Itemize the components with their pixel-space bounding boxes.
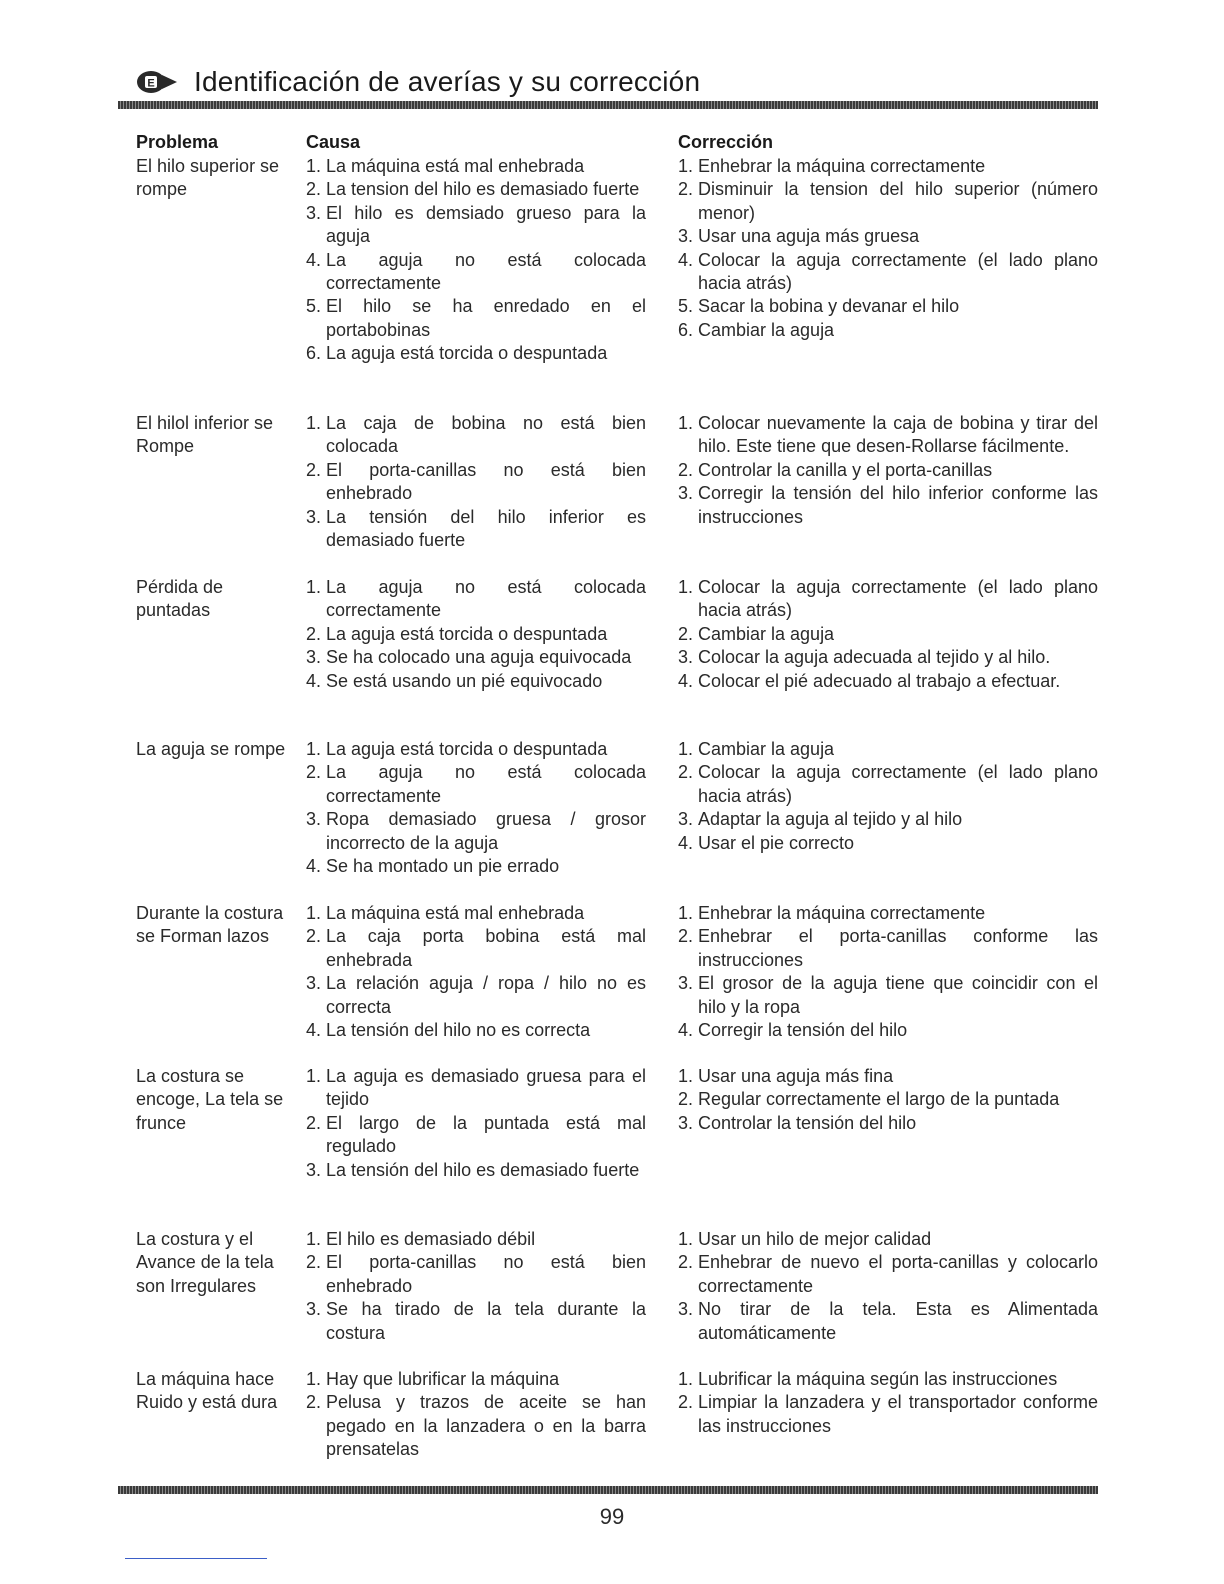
correction-list xyxy=(678,412,1098,529)
cause-item: 1. La aguja es demasiado gruesa para el tejido xyxy=(306,1066,646,1110)
correction-list xyxy=(678,1228,1098,1345)
cause-item: 2. Pelusa y trazos de aceite se han pegado en la lanzadera o en la barra prensatelas xyxy=(306,1392,646,1460)
correction-list xyxy=(678,1065,1098,1135)
cause-item: 2. La aguja está torcida o despuntada xyxy=(306,623,608,644)
cause-item: 3. La tensión del hilo inferior es demasiado fuerte xyxy=(306,506,646,551)
cause-item: 4. La aguja no está colocada correctamente xyxy=(306,249,646,294)
cause-item: 4. Se ha montado un pie errado xyxy=(306,856,560,877)
correction-item: 2. Regular correctamente el largo de la puntada xyxy=(678,1089,1060,1110)
cause-item: 1. La máquina está mal enhebrada xyxy=(306,156,585,176)
correction-item: 4. Colocar la aguja correctamente (el lado plano hacia atrás) xyxy=(678,249,1098,294)
problem-text: Pérdida de puntadas xyxy=(136,577,224,621)
correction-item: 4. Corregir la tensión del hilo xyxy=(678,1020,908,1041)
problem-text: La costura se encoge, La tela se frunce xyxy=(136,1066,284,1133)
header-divider xyxy=(118,101,1098,109)
correction-item: 3. Adaptar la aguja al tejido y al hilo xyxy=(678,809,963,830)
cause-item: 3. Se ha tirado de la tela durante la costura xyxy=(306,1299,646,1343)
correction-item: 2. Controlar la canilla y el porta-canillas xyxy=(678,459,993,480)
cause-list xyxy=(306,1228,646,1345)
cause-item: 2. La aguja no está colocada correctamente xyxy=(306,762,646,806)
correction-item: 1. Usar un hilo de mejor calidad xyxy=(678,1229,932,1249)
section-e-icon xyxy=(136,69,178,95)
cause-item: 3. La tensión del hilo es demasiado fuerte xyxy=(306,1159,640,1180)
problem-text: La máquina hace Ruido y está dura xyxy=(136,1369,278,1413)
correction-item: 4. Usar el pie correcto xyxy=(678,832,855,853)
cause-item: 1. La caja de bobina no está bien colocada xyxy=(306,413,646,457)
column-header-problem: Problema xyxy=(136,132,219,152)
correction-item: 2. Enhebrar de nuevo el porta-canillas y colocarlo correctamente xyxy=(678,1252,1098,1296)
cause-item: 1. La aguja no está colocada correctamente xyxy=(306,577,646,621)
section-letter: E xyxy=(147,77,155,90)
correction-list xyxy=(678,155,1098,342)
cause-item: 6. La aguja está torcida o despuntada xyxy=(306,343,608,364)
correction-item: 1. Lubrificar la máquina según las instrucciones xyxy=(678,1369,1058,1389)
correction-item: 3. Controlar la tensión del hilo xyxy=(678,1112,917,1133)
problem-text: El hilo superior se rompe xyxy=(136,156,280,200)
correction-item: 2. Disminuir la tension del hilo superior (número menor) xyxy=(678,179,1098,223)
correction-item: 1. Colocar la aguja correctamente (el lado plano hacia atrás) xyxy=(678,577,1098,621)
footer-link-underline xyxy=(125,1558,267,1559)
cause-item: 1. El hilo es demasiado débil xyxy=(306,1229,536,1249)
cause-item: 1. Hay que lubrificar la máquina xyxy=(306,1369,560,1389)
correction-item: 2. Limpiar la lanzadera y el transportador conforme las instrucciones xyxy=(678,1392,1098,1436)
correction-item: 2. Enhebrar el porta-canillas conforme las instrucciones xyxy=(678,926,1098,970)
problem-text: La costura y el Avance de la tela son Irregulares xyxy=(136,1229,274,1296)
correction-list xyxy=(678,576,1098,693)
cause-item: 5. El hilo se ha enredado en el portabobinas xyxy=(306,296,646,340)
problem-text: La aguja se rompe xyxy=(136,739,286,759)
cause-item: 4. La tensión del hilo no es correcta xyxy=(306,1020,591,1041)
correction-item: 3. El grosor de la aguja tiene que coincidir con el hilo y la ropa xyxy=(678,973,1098,1017)
correction-item: 1. Enhebrar la máquina correctamente xyxy=(678,903,986,923)
cause-item: 4. Se está usando un pié equivocado xyxy=(306,670,603,691)
correction-item: 3. No tirar de la tela. Esta es Alimentada automáticamente xyxy=(678,1299,1098,1343)
correction-list xyxy=(678,1368,1098,1438)
correction-item: 2. Colocar la aguja correctamente (el lado plano hacia atrás) xyxy=(678,762,1098,806)
correction-list xyxy=(678,738,1098,855)
cause-list xyxy=(306,902,646,1042)
cause-list xyxy=(306,412,646,552)
correction-item: 3. Corregir la tensión del hilo inferior conforme las instrucciones xyxy=(678,483,1098,527)
footer-divider xyxy=(118,1486,1098,1494)
correction-item: 6. Cambiar la aguja xyxy=(678,319,835,340)
cause-list xyxy=(306,738,646,878)
cause-item: 2. La tension del hilo es demasiado fuerte xyxy=(306,179,640,200)
correction-item: 3. Usar una aguja más gruesa xyxy=(678,226,920,247)
cause-list xyxy=(306,1368,646,1462)
cause-item: 1. La máquina está mal enhebrada xyxy=(306,903,585,923)
problem-text: Durante la costura se Forman lazos xyxy=(136,903,284,947)
cause-item: 3. La relación aguja / ropa / hilo no es correcta xyxy=(306,973,646,1017)
cause-list xyxy=(306,576,646,693)
problem-text: El hilol inferior se Rompe xyxy=(136,413,274,457)
cause-item: 3. El hilo es demsiado grueso para la aguja xyxy=(306,202,646,247)
correction-item: 1. Usar una aguja más fina xyxy=(678,1066,894,1086)
column-header-cause: Causa xyxy=(306,132,361,152)
cause-list xyxy=(306,155,646,366)
page-header xyxy=(136,66,700,98)
cause-item: 3. Ropa demasiado gruesa / grosor incorrecto de la aguja xyxy=(306,809,646,853)
cause-item: 2. La caja porta bobina está mal enhebrada xyxy=(306,926,646,970)
column-header-correction: Corrección xyxy=(678,132,774,152)
cause-item: 2. El porta-canillas no está bien enhebrado xyxy=(306,1252,646,1296)
correction-item: 1. Cambiar la aguja xyxy=(678,739,835,759)
correction-item: 4. Colocar el pié adecuado al trabajo a efectuar. xyxy=(678,670,1061,691)
correction-item: 5. Sacar la bobina y devanar el hilo xyxy=(678,296,960,317)
cause-item: 2. El largo de la puntada está mal regulado xyxy=(306,1112,646,1157)
cause-item: 2. El porta-canillas no está bien enhebrado xyxy=(306,459,646,504)
correction-item: 1. Enhebrar la máquina correctamente xyxy=(678,156,986,176)
cause-list xyxy=(306,1065,646,1182)
correction-item: 2. Cambiar la aguja xyxy=(678,623,835,644)
correction-list xyxy=(678,902,1098,1042)
page-title: Identificación de averías y su corrección xyxy=(194,66,701,97)
correction-item: 3. Colocar la aguja adecuada al tejido y al hilo. xyxy=(678,647,1051,668)
page-number: 99 xyxy=(599,1504,625,1529)
cause-item: 3. Se ha colocado una aguja equivocada xyxy=(306,647,632,668)
correction-item: 1. Colocar nuevamente la caja de bobina y tirar del hilo. Este tiene que desen-Rollarse fácilmente. xyxy=(678,413,1098,457)
cause-item: 1. La aguja está torcida o despuntada xyxy=(306,739,608,759)
